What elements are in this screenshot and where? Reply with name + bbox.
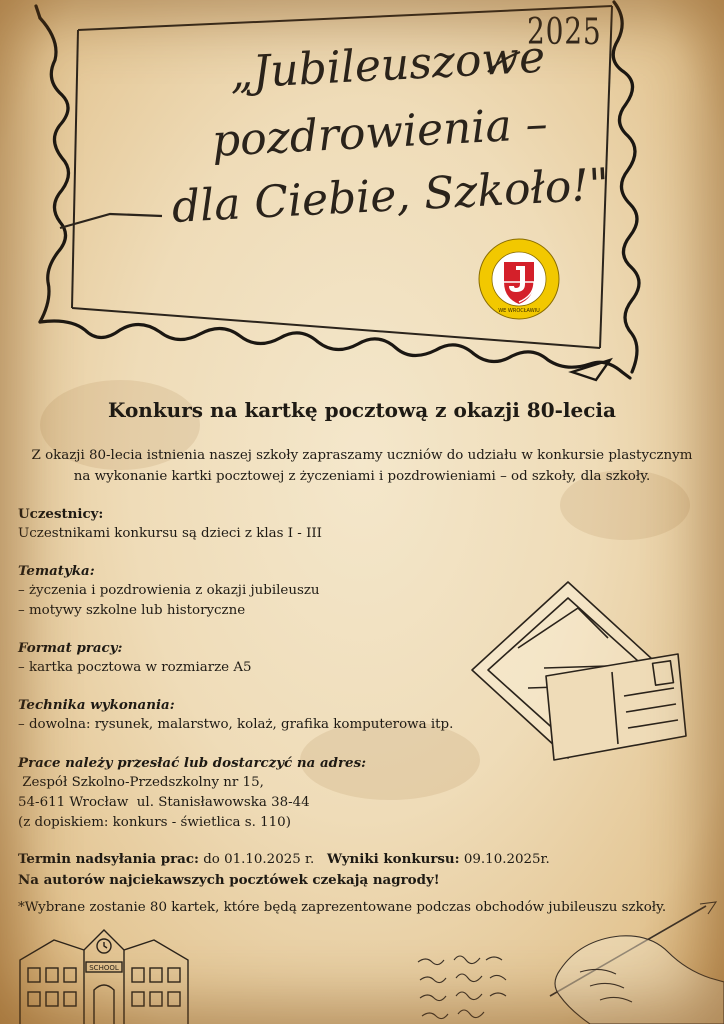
format-item: – kartka pocztowa w rozmiarze A5 [18, 660, 252, 675]
school-emblem-icon [478, 238, 560, 320]
address-line-1: Zespół Szkolno-Przedszkolny nr 15, [18, 775, 264, 790]
section-format [18, 638, 252, 678]
title-line-3: dla Ciebie, Szkoło!" [170, 159, 611, 233]
prize-line: Na autorów najciekawszych pocztówek czekają nagrody! [18, 872, 440, 888]
technique-item: – dowolna: rysunek, malarstwo, kolaż, grafika komputerowa itp. [18, 717, 454, 732]
results-value: 09.10.2025r. [463, 852, 550, 867]
section-address [18, 753, 366, 833]
format-label: Format pracy: [18, 640, 123, 656]
technique-label: Technika wykonania: [18, 697, 175, 713]
address-label: Prace należy przesłać lub dostarczyć na adres: [18, 755, 367, 771]
results-label: Wyniki konkursu: [327, 851, 460, 867]
intro-line-2: na wykonanie kartki pocztowej z życzeniami i pozdrowieniami – od szkoły, dla szkoły. [73, 469, 651, 484]
theme-label: Tematyka: [18, 563, 95, 579]
deadline-block [18, 849, 550, 891]
address-line-3: (z dopiskiem: konkurs - świetlica s. 110) [18, 815, 291, 830]
participants-text: Uczestnikami konkursu są dzieci z klas I - III [18, 526, 322, 541]
address-line-2: 54-611 Wrocław ul. Stanisławowska 38-44 [18, 795, 310, 810]
contest-heading: Konkurs na kartkę pocztową z okazji 80-lecia [108, 398, 616, 422]
school-building-sketch-icon [14, 920, 194, 1024]
section-theme [18, 561, 320, 621]
postcards-sketch-icon [468, 578, 688, 763]
intro-paragraph [20, 445, 704, 487]
section-participants [18, 504, 322, 544]
year-label: 2025 [527, 12, 602, 53]
footnote: *Wybrane zostanie 80 kartek, które będą zaprezentowane podczas obchodów jubileuszu szkoły. [18, 900, 667, 915]
title-line-2: pozdrowienia – [210, 98, 549, 167]
submit-deadline-label: Termin nadsyłania prac: [18, 851, 199, 867]
participants-label: Uczestnicy: [18, 506, 104, 522]
theme-item-2: – motywy szkolne lub historyczne [18, 603, 246, 618]
title-line-1: „Jubileuszowe [228, 31, 547, 99]
submit-deadline-value: do 01.10.2025 r. [203, 852, 315, 867]
school-sign-text: SCHOOL [89, 964, 119, 972]
hand-writing-quill-icon [410, 900, 724, 1024]
intro-line-1: Z okazji 80-lecia istnienia naszej szkoły zapraszamy uczniów do udziału w konkursie plastycznym [31, 448, 693, 463]
emblem-bottom-text: WE WROCŁAWIU [498, 308, 540, 314]
theme-item-1: – życzenia i pozdrowienia z okazji jubileuszu [18, 583, 320, 598]
section-technique [18, 695, 453, 735]
